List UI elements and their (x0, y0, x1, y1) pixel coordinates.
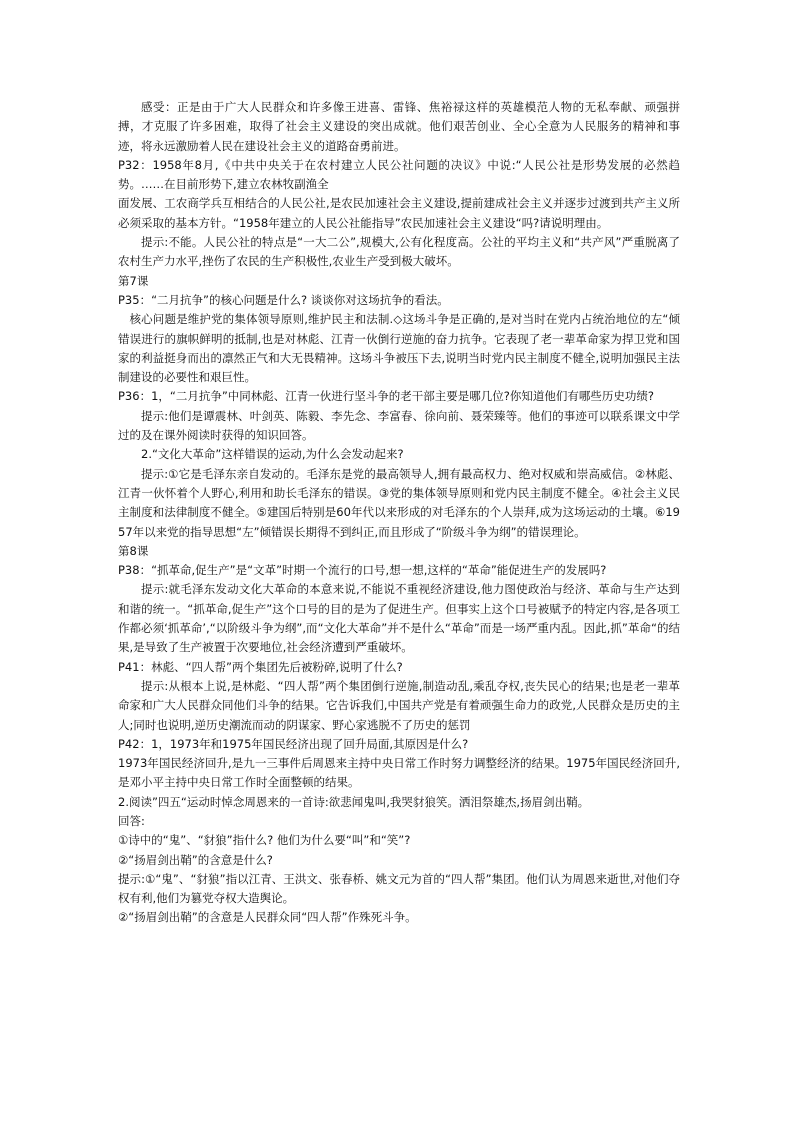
paragraph: 1973年国民经济回升,是九一三事件后周恩来主持中央日常工作时努力调整经济的结果。1975年国民经济回升,是邓小平主持中央日常工作时全面整顿的结果。 (118, 756, 680, 790)
document-body (118, 98, 680, 928)
paragraph: 提示:①它是毛泽东亲自发动的。毛泽东是党的最高领导人,拥有最高权力、绝对权威和崇高威信。②林彪、江青一伙怀着个人野心,利用和助长毛泽东的错误。③党的集体领导原则和党内民主制度不健全。④社会主义民主制度和法律制度不健全。⑤建国后特别是60年代以来形成的对毛泽东的个人崇拜,成为这场运动的土壤。⑥1957年以来党的指导思想“左”倾错误长期得不到纠正,而且形成了“阶级斗争为纲”的错误理论。 (118, 466, 680, 539)
paragraph: 面发展、工农商学兵互相结合的人民公社,是农民加速社会主义建设,提前建成社会主义并逐步过渡到共产主义所必须采取的基本方针。“1958年建立的人民公社能指导”农民加速社会主义建设“吗?请说明理由。 (118, 196, 680, 230)
paragraph: ②“扬眉剑出鞘”的含意是人民群众同“四人帮”作殊死斗争。 (118, 910, 417, 925)
paragraph: ②“扬眉剑出鞘”的含意是什么? (118, 852, 273, 867)
paragraph: 提示:从根本上说,是林彪、“四人帮”两个集团倒行逆施,制造动乱,乘乱夺权,丧失民心的结果;也是老一辈革命家和广大人民群众同他们斗争的结果。它告诉我们,中国共产党是有着顽强生命力的政党,人民群众是历史的主人;同时也说明,逆历史潮流而动的阴谋家、野心家逃脱不了历史的惩罚 (118, 678, 680, 732)
paragraph: P32：1958年8月,《中共中央关于在农村建立人民公社问题的决议》中说:“人民公社是形势发展的必然趋势。……在目前形势下,建立农林牧副渔全 (118, 157, 680, 192)
paragraph: 提示:①“鬼”、“豺狼”指以江青、王洪文、张春桥、姚文元为首的“四人帮”集团。他们认为周恩来逝世,对他们夺权有利,他们为篡党夺权大造舆论。 (118, 871, 680, 906)
paragraph: 提示:不能。人民公社的特点是“一大二公”,规模大,公有化程度高。公社的平均主义和“共产风”严重脱离了农村生产力水平,挫伤了农民的生产积极性,农业生产受到极大破坏。 (118, 235, 680, 269)
paragraph: ①诗中的“鬼”、“豺狼”指什么? 他们为什么要“叫”和“笑”? (118, 833, 411, 848)
paragraph: P42：1，1973年和1975年国民经济出现了回升局面,其原因是什么? (118, 736, 469, 751)
paragraph: P38：“抓革命,促生产”是“文革”时期一个流行的口号,想一想,这样的“革命”能促进生产的发展吗? (118, 563, 607, 578)
paragraph: 2.阅读”四五“运动时悼念周恩来的一首诗:欲悲闻鬼叫,我哭豺狼笑。洒泪祭雄杰,扬眉剑出鞘。 (118, 794, 590, 809)
paragraph: 回答: (118, 813, 145, 828)
paragraph: P41：林彪、“四人帮”两个集团先后被粉碎,说明了什么? (118, 659, 403, 674)
paragraph: 提示:他们是谭震林、叶剑英、陈毅、李先念、李富春、徐向前、聂荣臻等。他们的事迹可以联系课文中学过的及在课外阅读时获得的知识回答。 (118, 408, 680, 443)
paragraph: 感受：正是由于广大人民群众和许多像王进喜、雷锋、焦裕禄这样的英雄模范人物的无私奉献、顽强拼搏，才克服了许多困难，取得了社会主义建设的突出成就。他们艰苦创业、全心全意为人民服务的精神和事迹，将永远激励着人民在建设社会主义的道路奋勇前进。 (118, 100, 680, 153)
paragraph: P35：“二月抗争”的核心问题是什么? 谈谈你对这场抗争的看法。 (118, 292, 449, 307)
paragraph: 第7课 (118, 273, 149, 288)
paragraph: P36：1，“二月抗争”中同林彪、江青一伙进行坚斗争的老干部主要是哪几位?你知道他们有哪些历史功绩? (118, 389, 655, 404)
paragraph: 提示:就毛泽东发动文化大革命的本意来说,不能说不重视经济建设,他力图使政治与经济、革命与生产达到和谐的统一。“抓革命,促生产”这个口号的目的是为了促进生产。但事实上这个口号被赋予的特定内容,是各项工作都必须‘抓革命’,“以阶级斗争为纲”,而“文化大革命”并不是什么“革命”而是一场严重内乱。因此,抓”革命“的结果,是导致了生产被置于次要地位,社会经济遭到严重破坏。 (118, 582, 680, 655)
paragraph: 2.“文化大革命”这样错误的运动,为什么会发动起来? (141, 447, 404, 462)
paragraph: 核心问题是维护党的集体领导原则,维护民主和法制.◇这场斗争是正确的,是对当时在党内占统治地位的左“倾错误进行的旗帜鲜明的抵制,也是对林彪、江青一伙倒行逆施的奋力抗争。它表现了老一辈革命家为捍卫党和国家的利益挺身而出的凛然正气和大无畏精神。这场斗争被压下去,说明当时党内民主制度不健全,说明加强民主法制建设的必要性和艰巨性。 (118, 312, 680, 385)
paragraph: 第8课 (118, 543, 149, 558)
